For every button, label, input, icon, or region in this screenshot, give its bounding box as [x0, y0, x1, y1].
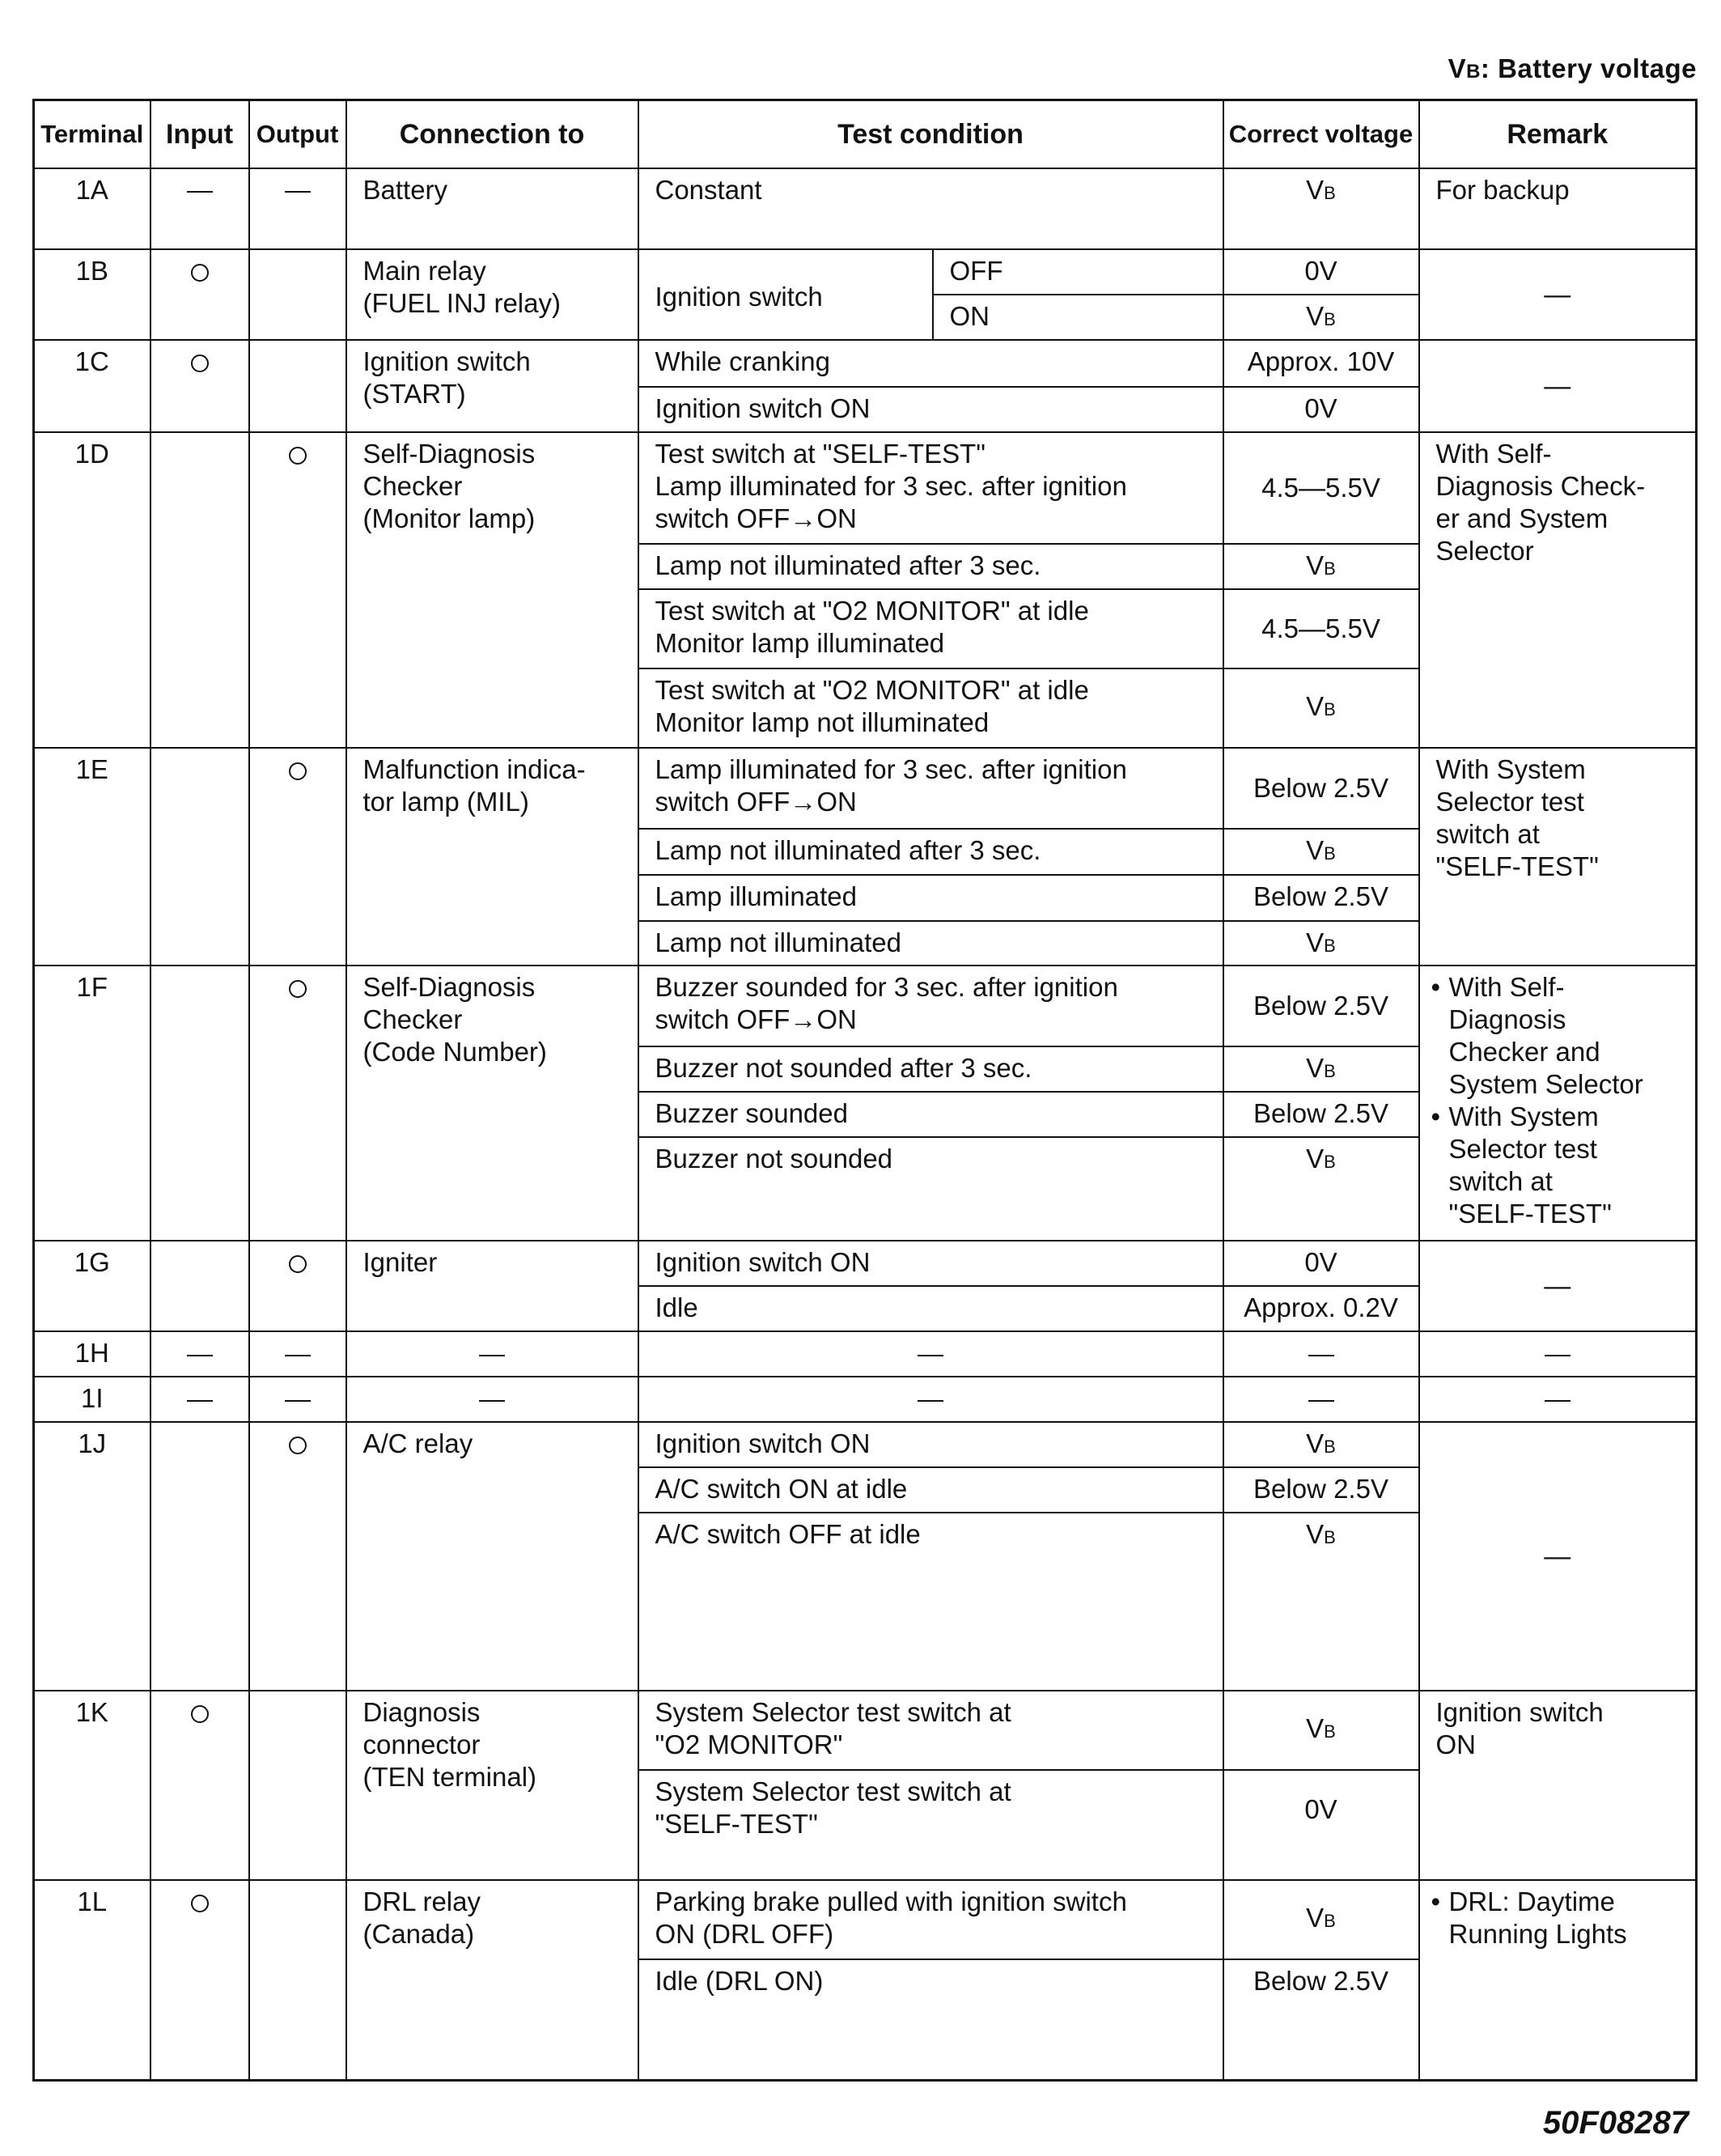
header-correct-voltage: Correct voltage [1223, 100, 1419, 168]
voltage-cell: 0V [1223, 1770, 1419, 1880]
voltage-cell: 0V [1223, 249, 1419, 295]
test-condition-cell: Test switch at "O2 MONITOR" at idle Monitor lamp illuminated [638, 589, 1223, 668]
header-connection: Connection to [346, 100, 638, 168]
test-condition-cell: Test switch at "SELF-TEST" Lamp illuminated for 3 sec. after ignition switch OFF→ON [638, 432, 1223, 544]
output-cell [249, 1422, 346, 1691]
dash-mark [187, 191, 213, 193]
output-cell [249, 168, 346, 249]
header-test-condition: Test condition [638, 100, 1223, 168]
voltage-cell [1223, 544, 1419, 589]
test-condition-cell: Ignition switch ON [638, 1422, 1223, 1467]
terminal-cell: 1K [34, 1691, 150, 1880]
test-condition-cell: Ignition switch ON [638, 1241, 1223, 1286]
remark-cell: Ignition switch ON [1419, 1691, 1697, 1880]
voltage-cell: 0V [1223, 387, 1419, 432]
vb-symbol: VB [1306, 927, 1336, 957]
test-condition-cell: A/C switch OFF at idle [638, 1513, 1223, 1691]
test-subcondition-cell: ON [933, 295, 1223, 340]
remark-cell: With System Selector test switch at "SELF-TEST" [1419, 748, 1697, 966]
dash-mark [187, 1400, 213, 1402]
terminal-cell: 1F [34, 966, 150, 1241]
terminal-voltage-table [32, 99, 1698, 2082]
test-condition-cell: Lamp not illuminated [638, 921, 1223, 966]
dash-mark [1545, 1400, 1571, 1402]
connection-cell: Self-Diagnosis Checker (Code Number) [346, 966, 638, 1241]
test-condition-cell: Idle [638, 1286, 1223, 1331]
input-cell [150, 1331, 249, 1377]
remark-cell [1419, 1377, 1697, 1422]
test-condition-cell: Ignition switch [638, 249, 933, 340]
output-cell [249, 748, 346, 966]
table-row [34, 1241, 1697, 1286]
table-row [34, 1691, 1697, 1770]
voltage-cell [1223, 921, 1419, 966]
voltage-cell: Below 2.5V [1223, 1959, 1419, 2081]
connection-cell: Diagnosis connector (TEN terminal) [346, 1691, 638, 1880]
table-row [34, 1331, 1697, 1377]
remark-cell [1419, 1331, 1697, 1377]
remark-cell: — [1419, 249, 1697, 340]
connection-cell [346, 1377, 638, 1422]
connection-cell: Main relay (FUEL INJ relay) [346, 249, 638, 340]
connection-cell [346, 1331, 638, 1377]
vb-symbol: VB [1306, 300, 1336, 331]
test-condition-cell: Lamp illuminated [638, 875, 1223, 921]
vb-symbol: VB [1306, 1712, 1336, 1743]
dash-mark [479, 1355, 505, 1356]
voltage-cell [1223, 1691, 1419, 1770]
remark-cell: — [1419, 340, 1697, 432]
remark-list [1431, 971, 1691, 1230]
terminal-cell: 1I [34, 1377, 150, 1422]
voltage-cell [1223, 1880, 1419, 1959]
voltage-cell: Approx. 10V [1223, 340, 1419, 387]
header-output: Output [249, 100, 346, 168]
dash-mark [918, 1355, 943, 1356]
input-cell [150, 1377, 249, 1422]
remark-item: • With Self- Diagnosis Checker and System Selector [1431, 971, 1691, 1101]
vb-symbol: VB [1306, 834, 1336, 865]
table-row [34, 168, 1697, 249]
voltage-cell [1223, 1046, 1419, 1092]
dash-mark [479, 1400, 505, 1402]
figure-code: 50F08287 [1542, 2105, 1689, 2141]
circle-mark [289, 447, 307, 465]
test-condition-cell: System Selector test switch at "O2 MONITOR" [638, 1691, 1223, 1770]
input-cell [150, 340, 249, 432]
voltage-cell [1223, 1137, 1419, 1241]
voltage-cell [1223, 829, 1419, 875]
remark-cell: — [1419, 1422, 1697, 1691]
circle-mark [191, 1705, 209, 1723]
vb-symbol: VB [1306, 1518, 1336, 1549]
header-input: Input [150, 100, 249, 168]
input-cell [150, 1422, 249, 1691]
connection-cell: Battery [346, 168, 638, 249]
input-cell [150, 1241, 249, 1331]
terminal-cell: 1B [34, 249, 150, 340]
test-condition-cell: Constant [638, 168, 1223, 249]
input-cell [150, 748, 249, 966]
test-condition-cell [638, 1377, 1223, 1422]
circle-mark [289, 980, 307, 998]
dash-mark [285, 1400, 311, 1402]
connection-cell: Igniter [346, 1241, 638, 1331]
test-condition-cell: Lamp not illuminated after 3 sec. [638, 544, 1223, 589]
test-subcondition-cell: OFF [933, 249, 1223, 295]
input-cell [150, 966, 249, 1241]
test-condition-cell: While cranking [638, 340, 1223, 387]
dash-mark [1545, 1355, 1571, 1356]
remark-item: • With System Selector test switch at "SELF-TEST" [1431, 1101, 1691, 1230]
terminal-cell: 1A [34, 168, 150, 249]
voltage-cell: Below 2.5V [1223, 875, 1419, 921]
terminal-cell: 1C [34, 340, 150, 432]
voltage-cell [1223, 1331, 1419, 1377]
remark-cell: — [1419, 1241, 1697, 1331]
connection-cell: Self-Diagnosis Checker (Monitor lamp) [346, 432, 638, 748]
connection-cell: A/C relay [346, 1422, 638, 1691]
terminal-cell: 1J [34, 1422, 150, 1691]
voltage-cell [1223, 668, 1419, 748]
header-terminal: Terminal [34, 100, 150, 168]
connection-cell: Ignition switch (START) [346, 340, 638, 432]
remark-cell: With Self- Diagnosis Check- er and System Selector [1419, 432, 1697, 748]
vb-symbol: VB [1306, 1428, 1336, 1458]
vb-symbol: VB [1306, 1143, 1336, 1173]
terminal-cell: 1L [34, 1880, 150, 2081]
voltage-cell: 4.5—5.5V [1223, 589, 1419, 668]
output-cell [249, 340, 346, 432]
test-condition-cell: Buzzer sounded for 3 sec. after ignition switch OFF→ON [638, 966, 1223, 1046]
output-cell [249, 1377, 346, 1422]
output-cell [249, 1331, 346, 1377]
table-row [34, 432, 1697, 544]
input-cell [150, 249, 249, 340]
table-row [34, 966, 1697, 1046]
test-condition-cell: Ignition switch ON [638, 387, 1223, 432]
circle-mark [289, 1255, 307, 1273]
table-row [34, 1880, 1697, 1959]
circle-mark [191, 354, 209, 372]
test-condition-cell: Buzzer not sounded after 3 sec. [638, 1046, 1223, 1092]
voltage-cell: Below 2.5V [1223, 966, 1419, 1046]
test-condition-cell: Lamp not illuminated after 3 sec. [638, 829, 1223, 875]
remark-cell [1419, 1880, 1697, 2081]
input-cell [150, 432, 249, 748]
battery-voltage-note: VB: Battery voltage [1448, 53, 1697, 83]
test-condition-cell: Idle (DRL ON) [638, 1959, 1223, 2081]
voltage-cell [1223, 1422, 1419, 1467]
dash-mark [285, 1355, 311, 1356]
test-condition-cell: Buzzer sounded [638, 1092, 1223, 1137]
table-row [34, 748, 1697, 829]
remark-list [1431, 1886, 1691, 1950]
test-condition-cell: Test switch at "O2 MONITOR" at idle Monitor lamp not illuminated [638, 668, 1223, 748]
header-remark: Remark [1419, 100, 1697, 168]
voltage-cell [1223, 1377, 1419, 1422]
voltage-cell [1223, 168, 1419, 249]
circle-mark [191, 1895, 209, 1912]
voltage-cell: Below 2.5V [1223, 1467, 1419, 1513]
remark-item: • DRL: Daytime Running Lights [1431, 1886, 1691, 1950]
table-row [34, 1377, 1697, 1422]
output-cell [249, 432, 346, 748]
test-condition-cell: System Selector test switch at "SELF-TEST" [638, 1770, 1223, 1880]
vb-symbol: VB [1306, 174, 1336, 205]
dash-mark [187, 1355, 213, 1356]
connection-cell: Malfunction indica- tor lamp (MIL) [346, 748, 638, 966]
output-cell [249, 1241, 346, 1331]
terminal-cell: 1H [34, 1331, 150, 1377]
test-condition-cell [638, 1331, 1223, 1377]
vb-symbol: VB [1306, 1902, 1336, 1933]
table-row [34, 1422, 1697, 1467]
dash-mark [1308, 1355, 1334, 1356]
voltage-cell: Approx. 0.2V [1223, 1286, 1419, 1331]
vb-symbol: VB [1306, 690, 1336, 721]
circle-mark [289, 762, 307, 780]
connection-cell: DRL relay (Canada) [346, 1880, 638, 2081]
dash-mark [918, 1400, 943, 1402]
voltage-cell [1223, 1513, 1419, 1691]
voltage-cell: 0V [1223, 1241, 1419, 1286]
output-cell [249, 249, 346, 340]
circle-mark [289, 1437, 307, 1454]
output-cell [249, 1691, 346, 1880]
table-row [34, 249, 1697, 295]
vb-symbol: VB [1306, 1052, 1336, 1083]
dash-mark [1308, 1400, 1334, 1402]
voltage-cell: 4.5—5.5V [1223, 432, 1419, 544]
remark-cell: For backup [1419, 168, 1697, 249]
voltage-cell [1223, 295, 1419, 340]
output-cell [249, 1880, 346, 2081]
test-condition-cell: Buzzer not sounded [638, 1137, 1223, 1241]
input-cell [150, 1880, 249, 2081]
input-cell [150, 1691, 249, 1880]
terminal-cell: 1D [34, 432, 150, 748]
test-condition-cell: Lamp illuminated for 3 sec. after ignition switch OFF→ON [638, 748, 1223, 829]
table-row [34, 340, 1697, 387]
output-cell [249, 966, 346, 1241]
test-condition-cell: Parking brake pulled with ignition switch ON (DRL OFF) [638, 1880, 1223, 1959]
remark-cell [1419, 966, 1697, 1241]
test-condition-cell: A/C switch ON at idle [638, 1467, 1223, 1513]
vb-symbol: VB [1306, 550, 1336, 580]
voltage-cell: Below 2.5V [1223, 748, 1419, 829]
voltage-cell: Below 2.5V [1223, 1092, 1419, 1137]
circle-mark [191, 264, 209, 282]
terminal-cell: 1G [34, 1241, 150, 1331]
terminal-cell: 1E [34, 748, 150, 966]
header-row [34, 100, 1697, 168]
dash-mark [285, 191, 311, 193]
input-cell [150, 168, 249, 249]
